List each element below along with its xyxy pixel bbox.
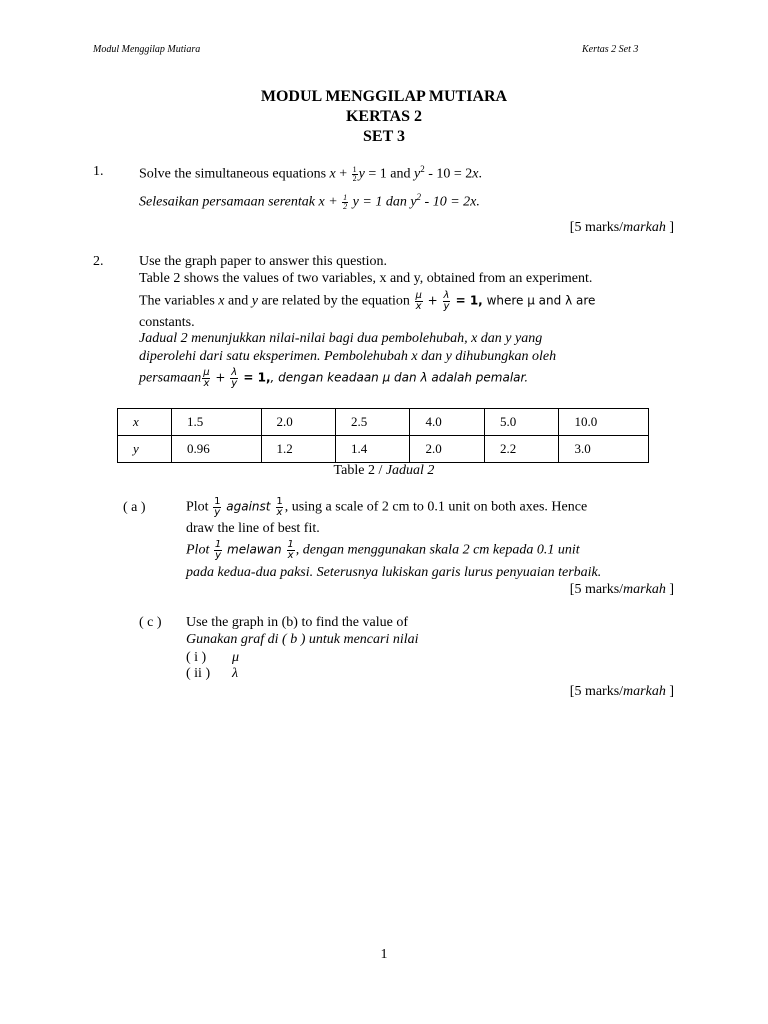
q2-mu-over-x: $\frac{\mu}{x}$: [415, 290, 422, 312]
q1-en-period: .: [478, 166, 482, 182]
part-a-label: ( a ): [123, 500, 146, 515]
part-a-marks: [5 marks/markah ]: [569, 582, 674, 597]
header-right: Kertas 2 Set 3: [582, 44, 639, 55]
part-a-english-2: draw the line of best fit.: [186, 521, 320, 536]
q1-number: 1.: [93, 164, 104, 179]
q1-en-plus: +: [335, 166, 351, 182]
part-c-label: ( c ): [139, 615, 162, 630]
q1-ms-text-c: - 10 = 2x.: [421, 194, 480, 210]
q2-number: 2.: [93, 254, 104, 269]
part-a-ms-one-over-y: $\frac{1}{y}$: [214, 539, 222, 561]
title-line-3: SET 3: [363, 128, 405, 145]
part-c-ii-label: ( ii ): [186, 666, 211, 681]
table-caption: Table 2 / Jadual 2: [333, 463, 435, 478]
part-a-malay-1: Plot $\frac{1}{y}$ melawan $\frac{1}{x}$ , dengan menggunakan skala 2 cm kepada 0.1 unit: [186, 539, 580, 561]
part-c-i-label: ( i ): [186, 650, 207, 665]
q2-malay-3: persamaan $\frac{\mu}{x}$ + $\frac{\lambda}{y}$ = 1,, dengan keadaan μ dan λ adalah pemalar.: [139, 367, 529, 389]
q2-ms-lambda-over-y: $\frac{\lambda}{y}$: [231, 367, 238, 389]
part-a-malay-2: pada kedua-dua paksi. Seterusnya lukiskan garis lurus penyuaian terbaik.: [186, 565, 602, 580]
q2-ms-mu-over-x: $\frac{\mu}{x}$: [203, 367, 210, 389]
q1-en-y2: y: [413, 166, 421, 182]
table-cell: 3.0: [559, 436, 649, 463]
table-cell: 2.0: [261, 409, 335, 436]
q1-en-half-fraction: $\frac{1}{2}$: [352, 164, 357, 183]
q1-en-text-b: = 1 and: [364, 166, 414, 182]
part-a-ms-one-over-x: $\frac{1}{x}$: [287, 539, 294, 561]
table-label-y: y: [118, 436, 172, 463]
part-a-english-1: Plot $\frac{1}{y}$ against $\frac{1}{x}$ , using a scale of 2 cm to 0.1 unit on both axes. Hence: [186, 496, 588, 518]
title-line-1: MODUL MENGGILAP MUTIARA: [260, 88, 508, 105]
part-c-ii-symbol: λ: [232, 666, 239, 681]
q2-line-2: Table 2 shows the values of two variables, x and y, obtained from an experiment.: [139, 271, 593, 286]
q1-en-x: x: [329, 166, 336, 182]
part-c-english: Use the graph in (b) to find the value of: [186, 615, 408, 630]
q1-english: [139, 164, 482, 183]
q2-lambda-over-y: $\frac{\lambda}{y}$: [443, 290, 450, 312]
q2-line-4: constants.: [139, 315, 195, 330]
table-row-y: [118, 436, 649, 463]
table-cell: 4.0: [410, 409, 484, 436]
table-label-x: x: [118, 409, 172, 436]
page-number: 1: [380, 947, 388, 962]
table-cell: 5.0: [484, 409, 558, 436]
table-cell: 10.0: [559, 409, 649, 436]
q1-en-x2: x: [472, 166, 479, 182]
part-c-malay: Gunakan graf di ( b ) untuk mencari nilai: [186, 632, 419, 647]
q2-malay-1: Jadual 2 menunjukkan nilai-nilai bagi dua pembolehubah, x dan y yang: [139, 331, 543, 346]
q1-ms-half-fraction: $\frac{1}{2}$: [343, 192, 348, 211]
q1-ms-text-a: Selesaikan persamaan serentak x +: [139, 194, 342, 210]
table-cell: 1.4: [335, 436, 409, 463]
table-row-x: [118, 409, 649, 436]
q1-en-text-a: Solve the simultaneous equations: [139, 166, 330, 182]
q1-en-y: y: [358, 166, 365, 182]
q2-line-1: Use the graph paper to answer this question.: [139, 254, 388, 269]
q1-marks: [5 marks/markah ]: [569, 220, 674, 235]
part-a-one-over-x: $\frac{1}{x}$: [276, 496, 283, 518]
table-cell: 2.2: [484, 436, 558, 463]
table-cell: 2.5: [335, 409, 409, 436]
q1-ms-text-b: y = 1 dan y: [349, 194, 417, 210]
q2-malay-2: diperolehi dari satu eksperimen. Pembolehubah x dan y dihubungkan oleh: [139, 349, 557, 364]
q1-en-text-c: - 10 = 2: [424, 166, 473, 182]
q1-malay: [139, 192, 480, 211]
table-cell: 1.5: [172, 409, 262, 436]
q1-ms-squared: 2: [416, 192, 422, 202]
table-cell: 2.0: [410, 436, 484, 463]
part-c-marks: [5 marks/markah ]: [569, 684, 674, 699]
data-table: [117, 408, 649, 463]
table-cell: 1.2: [261, 436, 335, 463]
q2-line-3: The variables x and y are related by the equation $\frac{\mu}{x}$ + $\frac{\lambda}{y}$ = 1, where μ and λ are: [139, 290, 596, 312]
part-c-i-symbol: μ: [232, 650, 240, 665]
header-left: Modul Menggilap Mutiara: [93, 44, 201, 55]
table-cell: 0.96: [172, 436, 262, 463]
title-line-2: KERTAS 2: [345, 108, 423, 125]
q1-en-squared: 2: [420, 164, 425, 174]
part-a-one-over-y: $\frac{1}{y}$: [214, 496, 221, 518]
